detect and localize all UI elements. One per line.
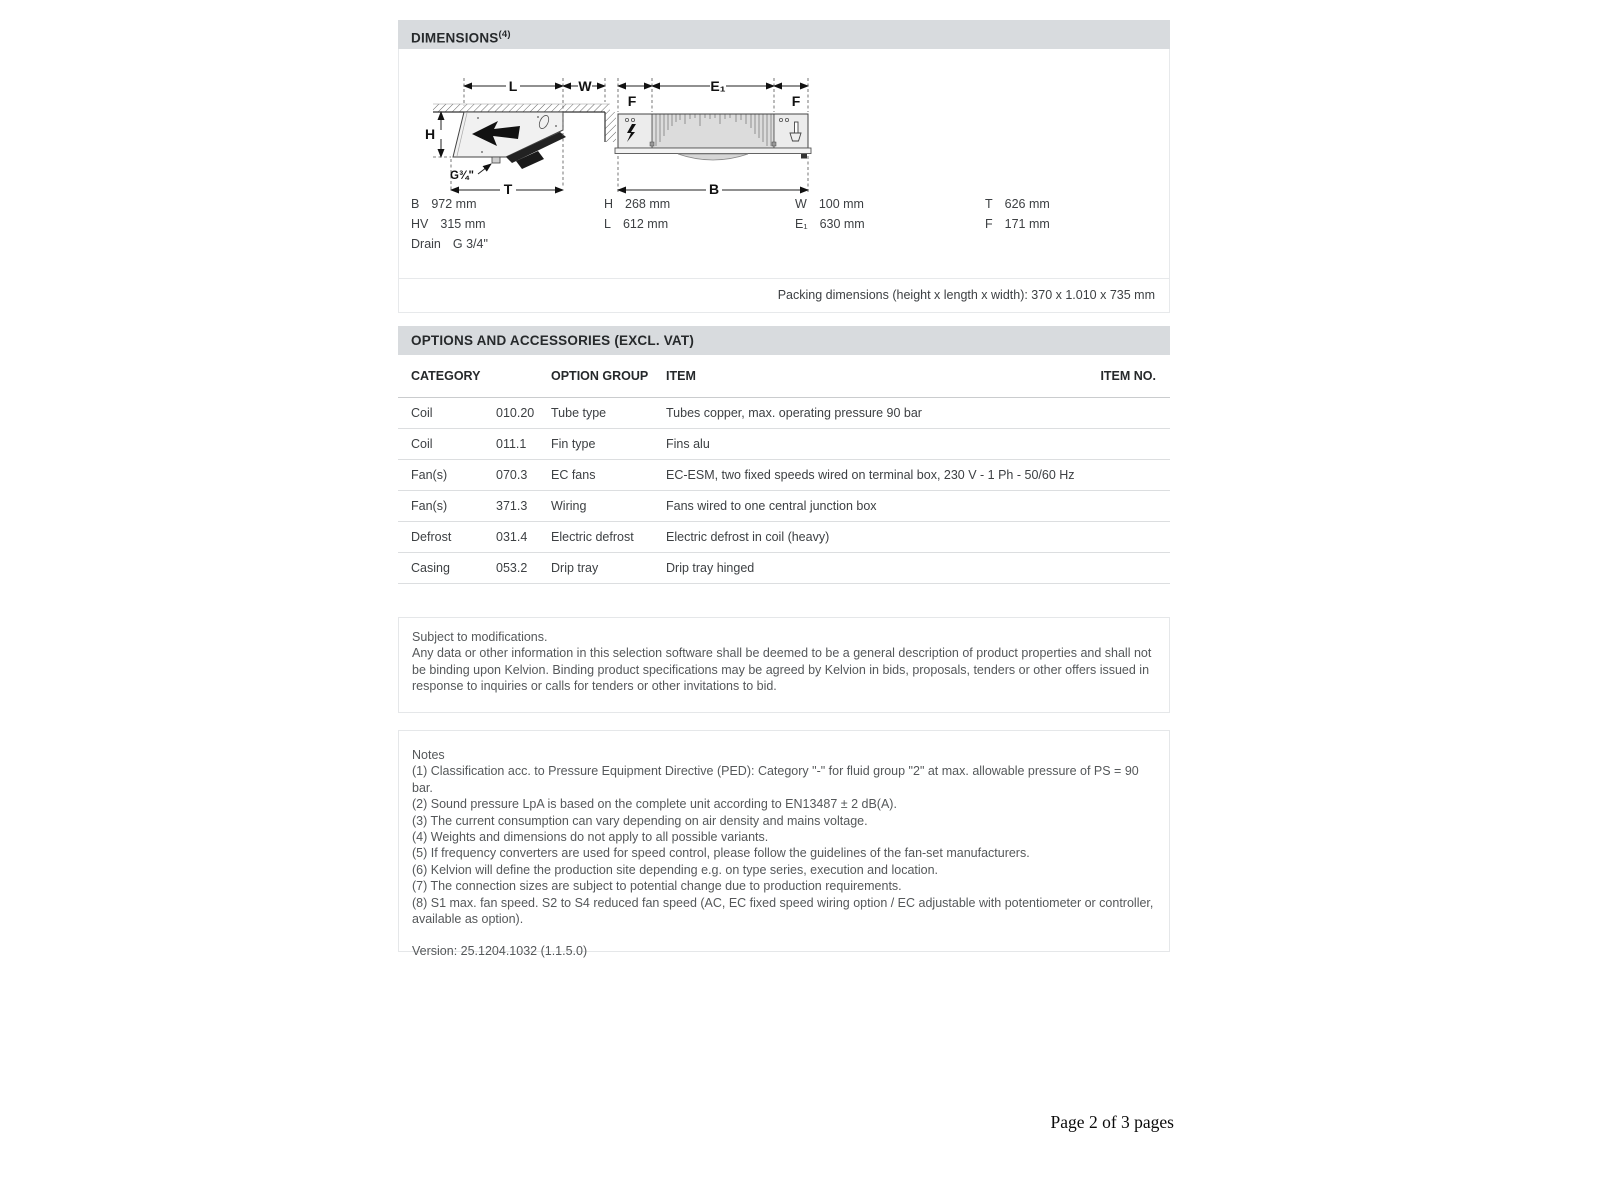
options-section [398,326,1170,584]
dimension-entry: F 171 mm [985,216,1050,231]
dim-label-W: W [578,78,592,94]
side-view-diagram [420,66,620,198]
options-title: OPTIONS AND ACCESSORIES (EXCL. VAT) [411,333,695,348]
note-line: (6) Kelvion will define the production site depending e.g. on type series, execution and location. [412,862,939,877]
dimensions-section [398,20,1170,313]
col-header-item-no: ITEM NO. [1100,369,1156,383]
dim-label-E1: E₁ [710,78,726,94]
table-row: Casing 053.2 Drip tray Drip tray hinged [398,553,1170,584]
dim-label-T: T [503,181,513,197]
note-line: (2) Sound pressure LpA is based on the complete unit according to EN13487 ± 2 dB(A). [412,797,897,812]
dim-label-L: L [508,78,518,94]
front-view-diagram [610,66,815,198]
table-row: Fan(s) 371.3 Wiring Fans wired to one central junction box [398,491,1170,522]
dimensions-header [398,20,1170,49]
disclaimer-paragraph: Any data or other information in this selection software shall be deemed to be a general description of product properties and shall not be binding upon Kelvion. Binding product specifications may be agreed by Kelvion in bids, proposals, tenders or other offers issued in response to inquiries or calls for tenders or other invitations to bid. [412,646,1152,694]
drain-fitting [492,157,500,163]
dimension-entry: E₁ 630 mm [795,216,865,231]
drip-tray [615,148,811,154]
dimension-values-col1 [411,195,488,254]
dimension-entry: HV 315 mm [411,216,486,231]
options-table-header [398,355,1170,398]
options-header [398,326,1170,355]
col-header-category: CATEGORY [411,369,481,383]
dimension-values-col2 [604,195,670,235]
dimensions-diagram-area [399,49,1169,278]
dimension-values-col3 [795,195,865,235]
dimension-entry: Drain G 3/4" [411,236,488,251]
table-row: Fan(s) 070.3 EC fans EC-ESM, two fixed speeds wired on terminal box, 230 V - 1 Ph - 50/60 Hz [398,460,1170,491]
note-line: (3) The current consumption can vary depending on air density and mains voltage. [412,813,868,828]
notes-box [398,730,1170,959]
clamp-right [772,142,776,146]
dimensions-title: DIMENSIONS [411,30,499,46]
col-header-group: OPTION GROUP [551,369,649,383]
disclaimer-box [398,617,1170,713]
note-line: (7) The connection sizes are subject to potential change due to production requirements. [412,879,902,894]
unit-front-body [615,114,811,160]
unit-side-body [453,112,566,169]
dim-label-drain: G¾" [450,170,474,182]
note-line: (5) If frequency converters are used for speed control, please follow the guidelines of the fan-set manufacturers. [412,846,1030,861]
note-line: (8) S1 max. fan speed. S2 to S4 reduced fan speed (AC, EC fixed speed wiring option / EC adjustable with potentiometer or controller, available as option). [412,895,1154,927]
dimension-entry: W 100 mm [795,197,864,211]
dim-label-F-right: F [791,93,801,109]
table-row: Coil 010.20 Tube type Tubes copper, max. operating pressure 90 bar [398,398,1170,429]
note-line: (4) Weights and dimensions do not apply to all possible variants. [412,830,769,845]
page-footer: Page 2 of 3 pages [1050,1112,1174,1132]
dim-label-B: B [708,181,720,197]
packing-dimensions: Packing dimensions (height x length x width): 370 x 1.010 x 735 mm [399,278,1169,312]
col-header-item: ITEM [666,369,696,383]
dimension-entry: H 268 mm [604,197,671,211]
drain-stub [801,154,807,159]
drip-tray-bulge [678,154,748,160]
options-table [398,355,1170,584]
dimension-values-col4 [985,195,1050,235]
table-row: Coil 011.1 Fin type Fins alu [398,429,1170,460]
dimension-entry: T 626 mm [985,197,1050,211]
dimensions-box [398,49,1170,313]
dimensions-title-superscript: (4) [498,29,511,40]
table-row: Defrost 031.4 Electric defrost Electric defrost in coil (heavy) [398,522,1170,553]
dim-label-H: H [424,126,436,142]
version-line: Version: 25.1204.1032 (1.1.5.0) [412,944,588,959]
clamp-left [650,142,654,146]
notes-title: Notes [412,748,445,762]
disclaimer-line1: Subject to modifications. [412,630,548,644]
note-line: (1) Classification acc. to Pressure Equipment Directive (PED): Category "-" for fluid group "2" at max. allowable pressure of PS = 90 bar. [412,764,1139,795]
ceiling-hatch [433,104,610,112]
dimension-entry: L 612 mm [604,216,669,231]
dim-label-F-left: F [627,93,637,109]
dimension-entry: B 972 mm [411,197,477,211]
